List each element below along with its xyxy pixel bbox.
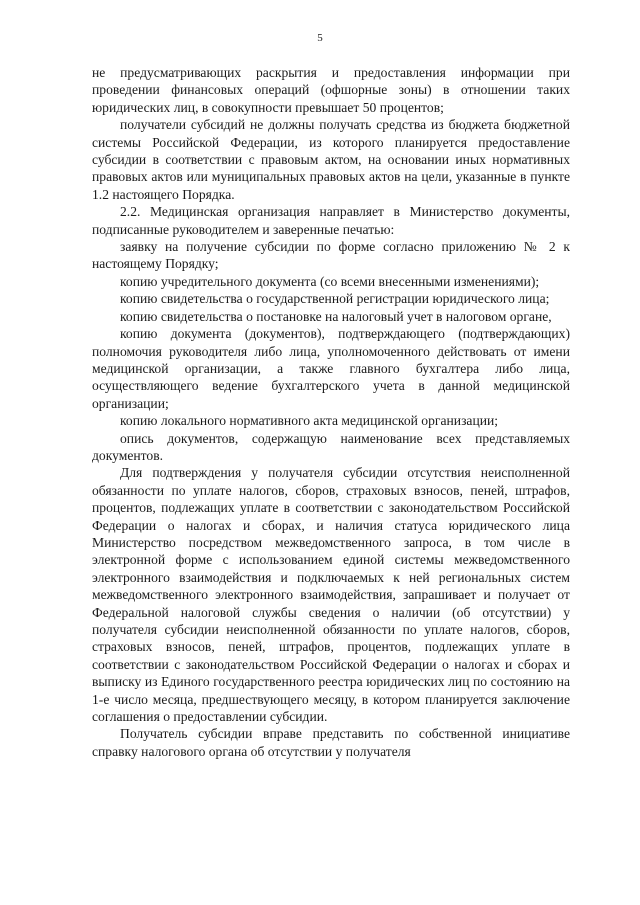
paragraph: копию свидетельства о постановке на налоговый учет в налоговом органе,	[120, 308, 552, 324]
page-number: 5	[317, 32, 323, 44]
paragraph: Для подтверждения у получателя субсидии отсутствия неисполненной обязанности по уплате налогов, сборов, страховых взносов, пеней, штрафов, процентов, подлежащих уплате в соответствии с законодательством Российской Федерации о налогах и сборах, и наличия статуса юридического лица Министерство посредством межведомственного запроса, в том числе в электронной форме с использованием единой системы межведомственного электронного взаимодействия и подключаемых к ней региональных систем межведомственного электронного взаимодействия, запрашивает и получает от Федеральной налоговой службы сведения о наличии (об отсутствии) у получателя субсидии неисполненной обязанности по уплате налогов, сборов, страховых взносов, пеней, штрафов, процентов, подлежащих уплате в соответствии с законодательством Российской Федерации о налогах и сборах и выписку из Единого государственного реестра юридических лиц по состоянию на 1-е число месяца, предшествующего месяцу, в котором планируется заключение соглашения о предоставлении субсидии.	[92, 465, 570, 725]
body-text	[92, 64, 570, 760]
paragraph: получатели субсидий не должны получать средства из бюджета бюджетной системы Российской Федерации, из которого планируется предоставление субсидии в соответствии с правовым актом, на основании иных нормативных правовых актов или муниципальных правовых актов на цели, указанные в пункте 1.2 настоящего Порядка.	[92, 117, 570, 202]
paragraph: опись документов, содержащую наименование всех представляемых документов.	[92, 430, 570, 463]
paragraph: копию свидетельства о государственной регистрации юридического лица;	[120, 291, 550, 307]
paragraph: не предусматривающих раскрытия и предоставления информации при проведении финансовых операций (офшорные зоны) в отношении таких юридических лиц, в совокупности превышает 50 процентов;	[92, 65, 570, 115]
paragraph: 2.2. Медицинская организация направляет в Министерство документы, подписанные руководителем и заверенные печатью:	[92, 204, 570, 237]
paragraph: заявку на получение субсидии по форме согласно приложению № 2 к настоящему Порядку;	[92, 239, 570, 272]
paragraph: копию локального нормативного акта медицинской организации;	[120, 413, 499, 429]
paragraph: копию документа (документов), подтверждающего (подтверждающих) полномочия руководителя либо лица, уполномоченного действовать от имени медицинской организации, а также главного бухгалтера либо лица, осуществляющего ведение бухгалтерского учета в данной медицинской организации;	[92, 326, 570, 411]
paragraph: Получатель субсидии вправе представить по собственной инициативе справку налогового органа об отсутствии у получателя	[92, 726, 570, 759]
paragraph: копию учредительного документа (со всеми внесенными изменениями);	[120, 273, 540, 289]
